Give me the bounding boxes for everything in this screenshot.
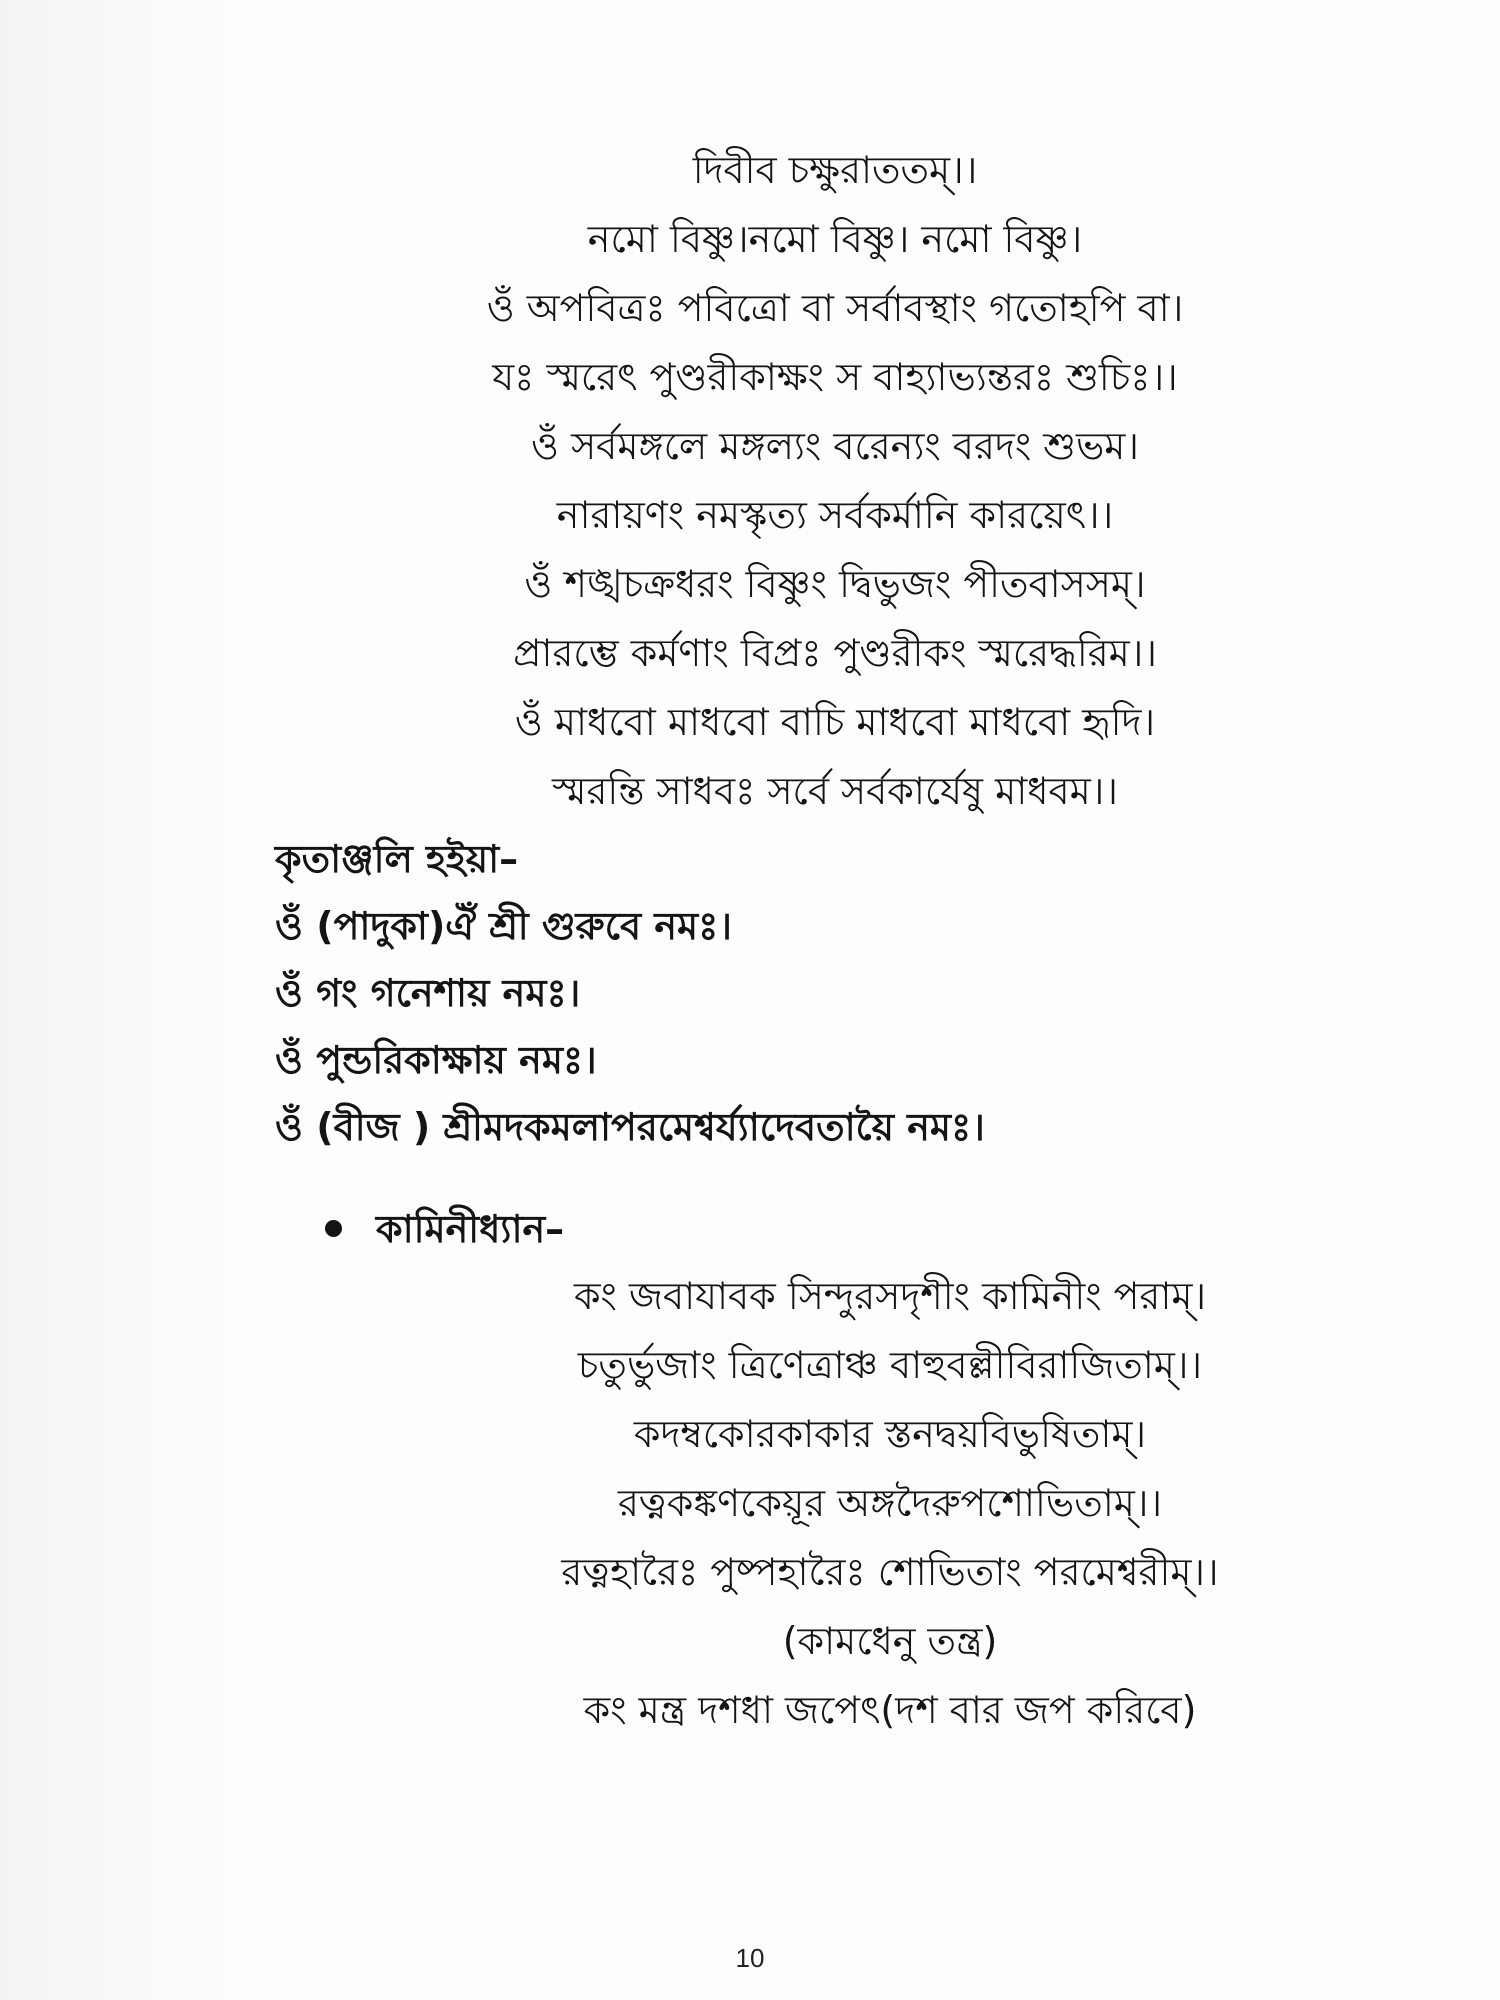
verse-line: ওঁ সর্বমঙ্গলে মঙ্গল্যং বরেন্যং বরদং শুভম। [531, 424, 1139, 468]
verse-line: ওঁ মাধবো মাধবো বাচি মাধবো মাধবো হৃদি। [514, 700, 1156, 744]
verse-line: যঃ স্মরেৎ পুণ্ডরীকাক্ষং স বাহ্যাভ্যন্তরঃ শুচিঃ।। [492, 355, 1178, 399]
verse-line: কং জবাযাবক সিন্দুরসদৃশীং কামিনীং পরাম্। [573, 1274, 1207, 1318]
verse-line: প্রারম্ভে কর্মণাং বিপ্রঃ পুণ্ডরীকং স্মরেদ্ধরিম।। [513, 631, 1157, 675]
verse-line: কদম্বকোরকাকার স্তনদ্বয়বিভুষিতাম্। [633, 1412, 1147, 1456]
verse-block-bottom [0, 1262, 1500, 1745]
invocation-heading: কৃতাঞ্জলি হইয়া– [275, 837, 519, 881]
verse-line: দিবীব চক্ষুরাততম্।। [692, 148, 978, 192]
section-heading-text: কামিনীধ্যান– [376, 1207, 565, 1251]
verse-line: ওঁ অপবিত্রঃ পবিত্রো বা সর্বাবস্থাং গতোহপি বা। [486, 286, 1184, 330]
verse-line: নমো বিষ্ণু।নমো বিষ্ণু। নমো বিষ্ণু। [587, 217, 1083, 261]
invocation-line: ওঁ গং গনেশায় নমঃ। [275, 971, 581, 1015]
verse-line: নারায়ণং নমস্কৃত্য সর্বকর্মানি কারয়েৎ।। [556, 493, 1114, 537]
verse-line: রত্নকঙ্কণকেয়ূর অঙ্গদৈরুপশোভিতাম্।। [617, 1481, 1163, 1525]
verse-instruction: কং মন্ত্র দশধা জপেৎ(দশ বার জপ করিবে) [583, 1688, 1197, 1732]
verse-line: স্মরন্তি সাধবঃ সর্বে সর্বকার্যেষু মাধবম।। [552, 769, 1118, 813]
verse-block-top [0, 136, 1500, 826]
verse-source: (কামধেনু তন্ত্র) [782, 1619, 998, 1663]
invocation-line: ওঁ পুন্ডরিকাক্ষায় নমঃ। [275, 1038, 597, 1082]
bullet-icon [325, 1220, 342, 1237]
verse-line: রত্নহারৈঃ পুষ্পহারৈঃ শোভিতাং পরমেশ্বরীম্।। [561, 1550, 1219, 1594]
invocation-block [275, 826, 985, 1161]
page-number: 10 [735, 1943, 765, 1973]
section-heading [325, 1196, 564, 1263]
invocation-line: ওঁ (পাদুকা)ঐঁ শ্রী গুরুবে নমঃ। [275, 904, 732, 948]
verse-line: ওঁ শঙ্খচক্রধরং বিষ্ণুং দ্বিভুজং পীতবাসসম্। [524, 562, 1146, 606]
verse-line: চতুর্ভুজাং ত্রিণেত্রাঞ্চ বাহুবল্লীবিরাজিতাম্।। [577, 1343, 1203, 1387]
invocation-line: ওঁ (বীজ ) শ্রীমদকমলাপরমেশ্বর্য্যাদেবতায়ৈ নমঃ। [275, 1105, 985, 1149]
